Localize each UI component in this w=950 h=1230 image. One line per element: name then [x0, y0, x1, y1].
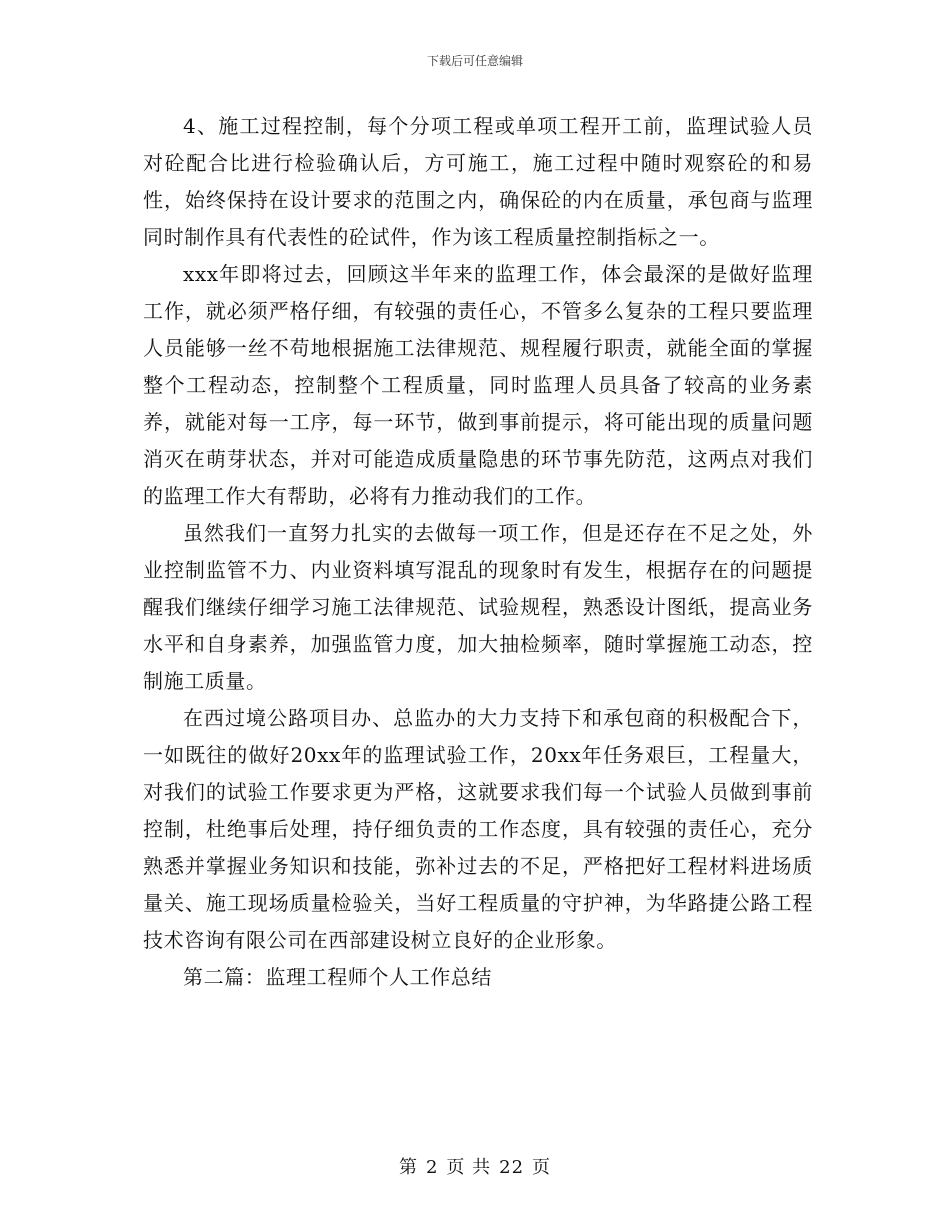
paragraph-year-review: xxx年即将过去，回顾这半年来的监理工作，体会最深的是做好监理工作，就必须严格仔细，有较强的责任心，不管多么复杂的工程只要监理人员能够一丝不苟地根据施工法律规范、规程履行职责，就能全面的掌握整个工程动态，控制整个工程质量，同时监理人员具备了较高的业务素养，就能对每一工序，每一环节，做到事前提示，将可能出现的质量问题消灭在萌芽状态，并对可能造成质量隐患的环节事先防范，这两点对我们的监理工作大有帮助，必将有力推动我们的工作。 — [143, 262, 813, 508]
footer-total-pages: 22 — [499, 1157, 525, 1178]
paragraph-outlook: 在西过境公路项目办、总监办的大力支持下和承包商的积极配合下，一如既往的做好20xx年的监理试验工作，20xx年任务艰巨，工程量大，对我们的试验工作要求更为严格，这就要求我们每一个试验人员做到事前控制，杜绝事后处理，持仔细负责的工作态度，具有较强的责任心，充分熟悉并掌握业务知识和技能，弥补过去的不足，严格把好工程材料进场质量关、施工现场质量检验关，当好工程质量的守护神，为华路捷公路工程技术咨询有限公司在西部建设树立良好的企业形象。 — [143, 706, 813, 952]
footer-middle: 页 共 — [446, 1157, 492, 1178]
paragraph-construction-control: 4、施工过程控制，每个分项工程或单项工程开工前，监理试验人员对砼配合比进行检验确认后，方可施工，施工过程中随时观察砼的和易性，始终保持在设计要求的范围之内，确保砼的内在质量，承包商与监理同时制作具有代表性的砼试件，作为该工程质量控制指标之一。 — [143, 114, 813, 249]
footer-page-number: 2 — [425, 1157, 439, 1178]
footer-suffix: 页 — [532, 1157, 552, 1178]
page-header: 下载后可任意编辑 — [426, 54, 523, 68]
section-heading: 第二篇：监理工程师个人工作总结 — [183, 965, 492, 989]
page-footer — [0, 1153, 950, 1179]
paragraph-shortcomings: 虽然我们一直努力扎实的去做每一项工作，但是还存在不足之处，外业控制监管不力、内业资料填写混乱的现象时有发生，根据存在的问题提醒我们继续仔细学习施工法律规范、试验规程，熟悉设计图纸，提高业务水平和自身素养，加强监管力度，加大抽检频率，随时掌握施工动态，控制施工质量。 — [143, 521, 813, 693]
footer-prefix: 第 — [398, 1157, 418, 1178]
document-body — [143, 108, 813, 996]
